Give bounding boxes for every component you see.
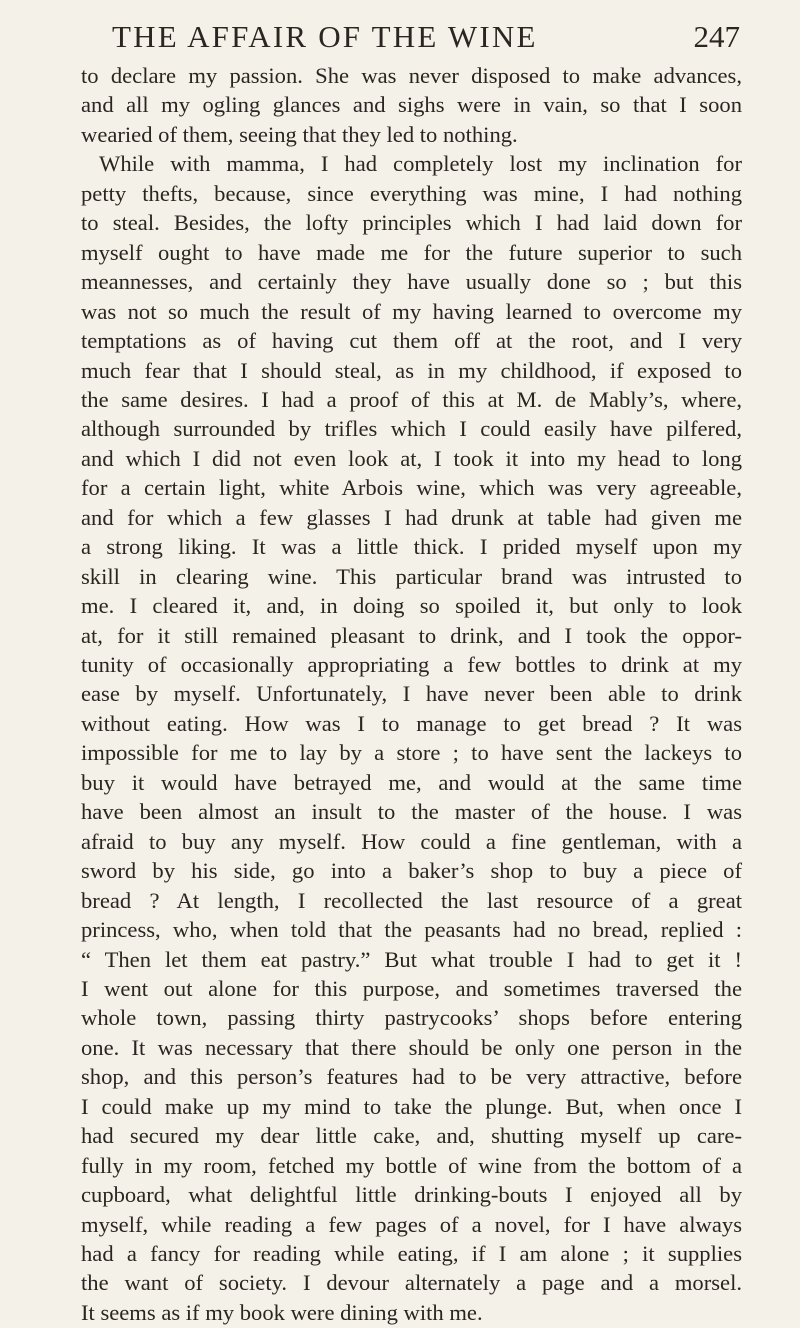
text-line: to steal. Besides, the lofty principles which I had laid down for <box>81 210 742 236</box>
running-head: THE AFFAIR OF THE WINE <box>112 19 538 54</box>
text-line: I went out alone for this purpose, and sometimes traversed the <box>81 975 742 1001</box>
text-line: ease by myself. Unfortunately, I have never been able to drink <box>81 681 742 707</box>
text-line: afraid to buy any myself. How could a fine gentleman, with a <box>81 828 742 854</box>
text-line: “ Then let them eat pastry.” But what trouble I had to get it ! <box>81 946 742 972</box>
text-line: skill in clearing wine. This particular brand was intrusted to <box>81 563 742 589</box>
text-line: and which I did not even look at, I took it into my head to long <box>81 445 742 471</box>
text-line: for a certain light, white Arbois wine, which was very agreeable, <box>81 475 742 501</box>
text-line: had secured my dear little cake, and, shutting myself up care- <box>81 1123 742 1149</box>
text-line: myself, while reading a few pages of a novel, for I have always <box>81 1211 742 1237</box>
text-line: temptations as of having cut them off at the root, and I very <box>81 328 742 354</box>
text-line: although surrounded by trifles which I could easily have pilfered, <box>81 416 742 442</box>
text-line: While with mamma, I had completely lost my inclination for <box>99 151 742 177</box>
text-line: I could make up my mind to take the plunge. But, when once I <box>81 1093 742 1119</box>
text-line: sword by his side, go into a baker’s shop to buy a piece of <box>81 858 742 884</box>
text-line: cupboard, what delightful little drinking-bouts I enjoyed all by <box>81 1182 742 1208</box>
text-line: bread ? At length, I recollected the last resource of a great <box>81 887 742 913</box>
text-line: without eating. How was I to manage to get bread ? It was <box>81 710 742 736</box>
text-line: the same desires. I had a proof of this at M. de Mably’s, where, <box>81 386 742 412</box>
text-line: at, for it still remained pleasant to drink, and I took the oppor- <box>81 622 742 648</box>
text-line: much fear that I should steal, as in my childhood, if exposed to <box>81 357 742 383</box>
text-line: the want of society. I devour alternately a page and a morsel. <box>81 1270 742 1296</box>
text-line: me. I cleared it, and, in doing so spoiled it, but only to look <box>81 593 742 619</box>
text-line: and all my ogling glances and sighs were in vain, so that I soon <box>81 92 742 118</box>
text-line: a strong liking. It was a little thick. I prided myself upon my <box>81 534 742 560</box>
text-line: princess, who, when told that the peasants had no bread, replied : <box>81 917 742 943</box>
text-line: and for which a few glasses I had drunk at table had given me <box>81 504 742 530</box>
text-line: tunity of occasionally appropriating a few bottles to drink at my <box>81 652 742 677</box>
text-line: meannesses, and certainly they have usually done so ; but this <box>81 269 742 295</box>
text-line: impossible for me to lay by a store ; to have sent the lackeys to <box>81 740 742 766</box>
text-line: have been almost an insult to the master of the house. I was <box>81 799 742 825</box>
text-line: wearied of them, seeing that they led to nothing. <box>81 121 518 147</box>
text-line: myself ought to have made me for the future superior to such <box>81 239 742 265</box>
text-line: one. It was necessary that there should be only one person in the <box>81 1034 742 1060</box>
text-line: was not so much the result of my having learned to overcome my <box>81 298 742 324</box>
text-line: It seems as if my book were dining with me. <box>81 1299 483 1325</box>
text-line: fully in my room, fetched my bottle of wine from the bottom of a <box>81 1152 742 1178</box>
text-line: had a fancy for reading while eating, if I am alone ; it supplies <box>81 1241 742 1266</box>
text-line: whole town, passing thirty pastrycooks’ shops before entering <box>81 1005 742 1031</box>
page-number: 247 <box>693 19 740 54</box>
text-line: buy it would have betrayed me, and would at the same time <box>81 769 742 795</box>
text-line: petty thefts, because, since everything was mine, I had nothing <box>81 180 742 206</box>
text-line: shop, and this person’s features had to be very attractive, before <box>81 1064 742 1090</box>
text-line: to declare my passion. She was never disposed to make advances, <box>81 63 742 88</box>
